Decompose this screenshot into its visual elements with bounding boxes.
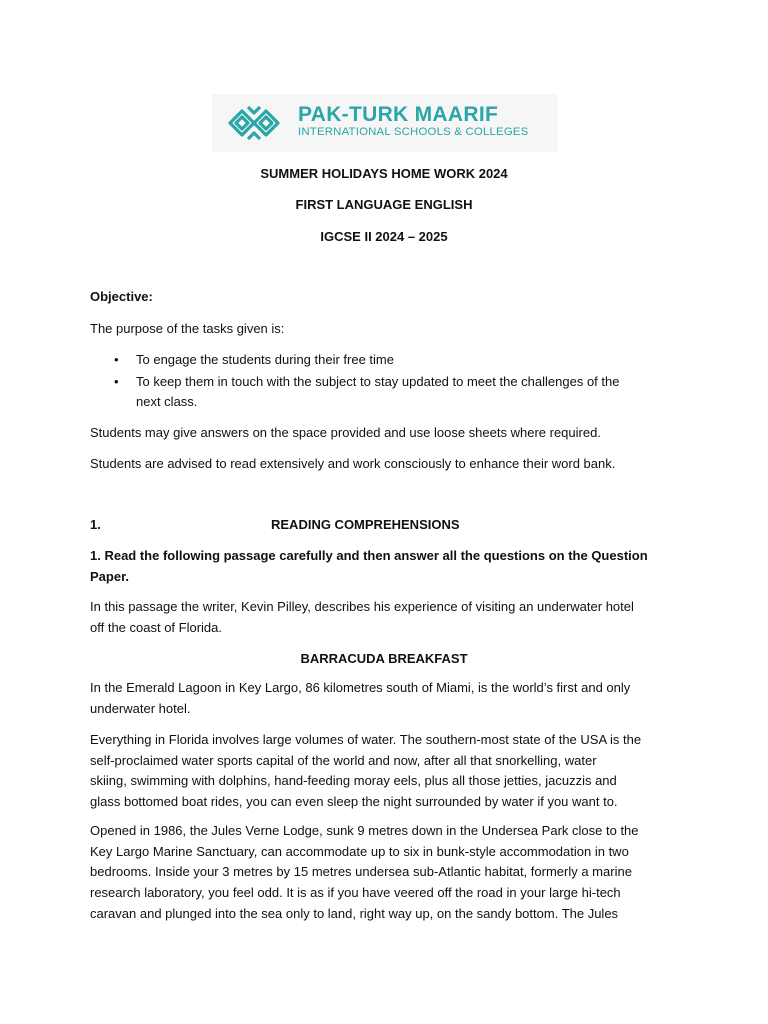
objective-heading: Objective: [90,289,153,304]
intro-line-1: In this passage the writer, Kevin Pilley, describes his experience of visiting an underwater hotel [90,599,634,614]
bullet-icon: • [114,374,119,389]
bullet-icon: • [114,352,119,367]
section-title: READING COMPREHENSIONS [271,517,460,532]
title-line-1: SUMMER HOLIDAYS HOME WORK 2024 [260,166,508,181]
bullet-item-2-cont: next class. [136,394,198,409]
school-logo [212,94,558,152]
paragraph-line: underwater hotel. [90,700,191,716]
passage-paragraph-1 [90,678,690,719]
section-number: 1. [90,517,101,532]
paragraph-line: bedrooms. Inside your 3 metres by 15 metres undersea sub-Atlantic habitat, formerly a marine [90,864,632,880]
paragraph-line: Opened in 1986, the Jules Verne Lodge, sunk 9 metres down in the Undersea Park close to the [90,823,639,838]
title-line-3: IGCSE II 2024 – 2025 [320,229,448,244]
note-loose-sheets: Students may give answers on the space provided and use loose sheets where required. [90,425,601,440]
passage-paragraph-2 [90,730,690,813]
title-line-2: FIRST LANGUAGE ENGLISH [295,197,473,212]
bullet-item-2: To keep them in touch with the subject to stay updated to meet the challenges of the [136,374,620,389]
passage-paragraph-3 [90,821,690,925]
school-subtitle: INTERNATIONAL SCHOOLS & COLLEGES [298,126,529,138]
paragraph-line: glass bottomed boat rides, you can even sleep the night surrounded by water if you want to. [90,794,618,810]
paragraph-line: Key Largo Marine Sanctuary, can accommodate up to six in bunk-style accommodation in two [90,843,629,859]
intro-line-2: off the coast of Florida. [90,620,222,635]
objective-intro: The purpose of the tasks given is: [90,321,285,336]
logo-emblem-icon [224,103,284,143]
school-name: PAK-TURK MAARIF [298,103,499,126]
instruction-line-2: Paper. [90,569,130,584]
paragraph-line: caravan and plunged into the sea only to land, right way up, on the sandy bottom. The Jules [90,905,619,921]
paragraph-line: research laboratory, you feel odd. It is as if you have veered off the road in your large hi-tech [90,885,621,901]
paragraph-line: self-proclaimed water sports capital of the world and now, after all that snorkelling, water [90,752,597,768]
bullet-item-1: To engage the students during their free time [136,352,394,367]
paragraph-line: skiing, swimming with dolphins, hand-feeding moray eels, plus all those jetties, jacuzzis and [90,773,617,789]
paragraph-line: In the Emerald Lagoon in Key Largo, 86 kilometres south of Miami, is the world’s first and only [90,680,631,695]
passage-title: BARRACUDA BREAKFAST [300,651,468,666]
instruction-line-1: 1. Read the following passage carefully and then answer all the questions on the Question [90,548,648,563]
note-read-extensively: Students are advised to read extensively and work consciously to enhance their word bank. [90,456,616,471]
paragraph-line: Everything in Florida involves large volumes of water. The southern-most state of the USA is the [90,732,642,747]
